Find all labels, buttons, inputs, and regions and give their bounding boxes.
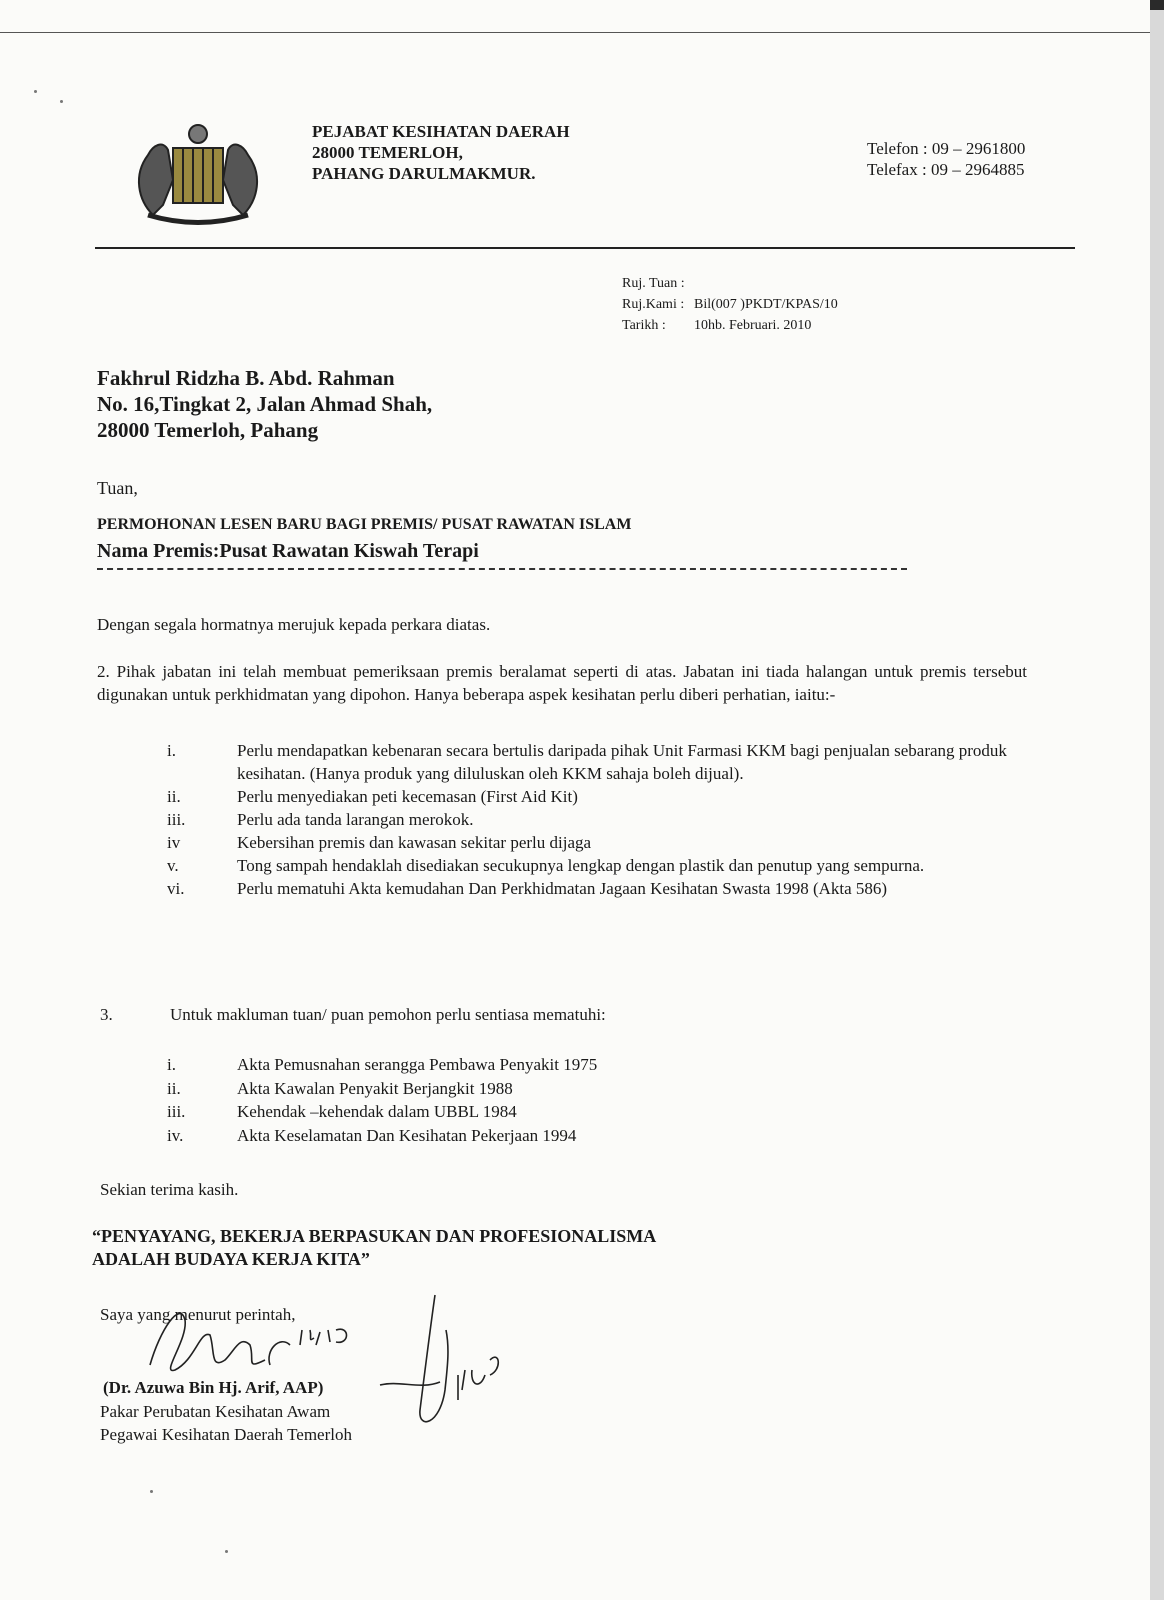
ruj-kami-value: Bil(007 )PKDT/KPAS/10 <box>694 297 838 312</box>
acts-list <box>167 1053 867 1147</box>
subject-line: PERMOHONAN LESEN BARU BAGI PREMIS/ PUSAT RAWATAN ISLAM <box>97 516 632 533</box>
list-item-number: vi. <box>167 879 185 898</box>
scan-edge <box>0 10 1150 33</box>
scan-speck <box>60 100 63 103</box>
list-item-text: Akta Kawalan Penyakit Berjangkit 1988 <box>237 1078 513 1098</box>
list-item-number: ii. <box>167 1078 181 1098</box>
list-item <box>167 1077 867 1101</box>
recipient-address <box>97 365 432 443</box>
list-item <box>167 785 1029 808</box>
subject-divider <box>97 568 907 570</box>
motto <box>92 1225 656 1271</box>
contact-block <box>867 138 1025 180</box>
list-item-text: Akta Pemusnahan serangga Pembawa Penyakit 1975 <box>237 1055 598 1074</box>
ruj-tuan-label: Ruj. Tuan : <box>622 276 685 291</box>
list-item-text: Perlu mematuhi Akta kemudahan Dan Perkhidmatan Jagaan Kesihatan Swasta 1998 (Akta 586) <box>237 879 888 898</box>
list-item-number: i. <box>167 741 176 760</box>
list-item <box>167 1100 867 1124</box>
list-item-number: v. <box>167 856 179 875</box>
list-item-text: Tong sampah hendaklah disediakan secukupnya lengkap dengan plastik dan penutup yang sempurna. <box>237 856 925 875</box>
list-item-number: iv. <box>167 1125 184 1145</box>
office-name: PEJABAT KESIHATAN DAERAH <box>312 122 570 141</box>
list-item <box>167 831 1029 854</box>
paragraph-3 <box>100 1005 606 1025</box>
ruj-kami-label: Ruj.Kami : <box>622 297 685 312</box>
paragraph-1: Dengan segala hormatnya merujuk kepada perkara diatas. <box>97 615 491 634</box>
scan-speck <box>34 90 37 93</box>
recipient-line1: No. 16,Tingkat 2, Jalan Ahmad Shah, <box>97 392 433 416</box>
handwritten-signatures <box>140 1290 560 1450</box>
recipient-line2: 28000 Temerloh, Pahang <box>97 418 319 442</box>
tarikh-value: 10hb. Februari. 2010 <box>694 318 812 333</box>
sign-off: Saya yang menurut perintah, <box>100 1305 296 1324</box>
paragraph-2: 2. Pihak jabatan ini telah membuat pemeriksaan premis beralamat seperti di atas. Jabatan ini tiada halangan untuk premis tersebut digunakan untuk perkhidmatan yang dipohon. Hanya beberapa aspek kesihatan perlu diberi perhatian, iaitu:- <box>97 662 1027 704</box>
motto-line1: “PENYAYANG, BEKERJA BERPASUKAN DAN PROFESIONALISMA <box>92 1226 657 1246</box>
signatory-position: Pegawai Kesihatan Daerah Temerloh <box>100 1425 352 1444</box>
list-item <box>167 1053 867 1077</box>
list-item-number: i. <box>167 1055 176 1074</box>
list-item-text: Akta Keselamatan Dan Kesihatan Pekerjaan 1994 <box>237 1125 577 1145</box>
salutation: Tuan, <box>97 478 138 498</box>
list-item <box>167 739 1029 785</box>
list-item-number: iv <box>167 833 181 852</box>
motto-line2: ADALAH BUDAYA KERJA KITA” <box>92 1249 370 1269</box>
list-item-text: Perlu mendapatkan kebenaran secara bertulis daripada pihak Unit Farmasi KKM bagi penjualan sebarang produk kesihatan. (Hanya produk yang diluluskan oleh KKM sahaja boleh dijual). <box>237 741 1007 783</box>
office-address-block <box>312 121 570 184</box>
reference-block <box>622 273 838 336</box>
paragraph-3-number: 3. <box>100 1005 113 1024</box>
list-item <box>167 808 1029 831</box>
telefax: Telefax : 09 – 2964885 <box>867 160 1025 179</box>
list-item-number: iii. <box>167 1102 186 1121</box>
list-item-text: Perlu menyediakan peti kecemasan (First Aid Kit) <box>237 787 578 806</box>
recipient-name: Fakhrul Ridzha B. Abd. Rahman <box>97 366 395 390</box>
header-divider <box>95 247 1075 249</box>
coat-of-arms-logo <box>128 120 268 230</box>
premises-name: Nama Premis:Pusat Rawatan Kiswah Terapi <box>97 540 479 562</box>
telefon: Telefon : 09 – 2961800 <box>867 139 1026 158</box>
office-state: PAHANG DARULMAKMUR. <box>312 164 536 183</box>
list-item-number: iii. <box>167 810 186 829</box>
list-item <box>167 1124 867 1148</box>
health-aspects-list <box>167 739 1029 900</box>
scan-speck <box>225 1550 228 1553</box>
paragraph-3-text: Untuk makluman tuan/ puan pemohon perlu sentiasa mematuhi: <box>170 1005 606 1024</box>
signatory-name: (Dr. Azuwa Bin Hj. Arif, AAP) <box>103 1378 324 1397</box>
tarikh-label: Tarikh : <box>622 318 666 333</box>
list-item-text: Perlu ada tanda larangan merokok. <box>237 810 474 829</box>
list-item <box>167 854 1029 877</box>
closing: Sekian terima kasih. <box>100 1180 239 1199</box>
scan-speck <box>150 1490 153 1493</box>
signatory-title: Pakar Perubatan Kesihatan Awam <box>100 1402 331 1421</box>
list-item <box>167 877 1029 900</box>
list-item-number: ii. <box>167 787 181 806</box>
list-item-text: Kehendak –kehendak dalam UBBL 1984 <box>237 1102 517 1121</box>
list-item-text: Kebersihan premis dan kawasan sekitar perlu dijaga <box>237 833 592 852</box>
office-postcode-city: 28000 TEMERLOH, <box>312 143 463 162</box>
